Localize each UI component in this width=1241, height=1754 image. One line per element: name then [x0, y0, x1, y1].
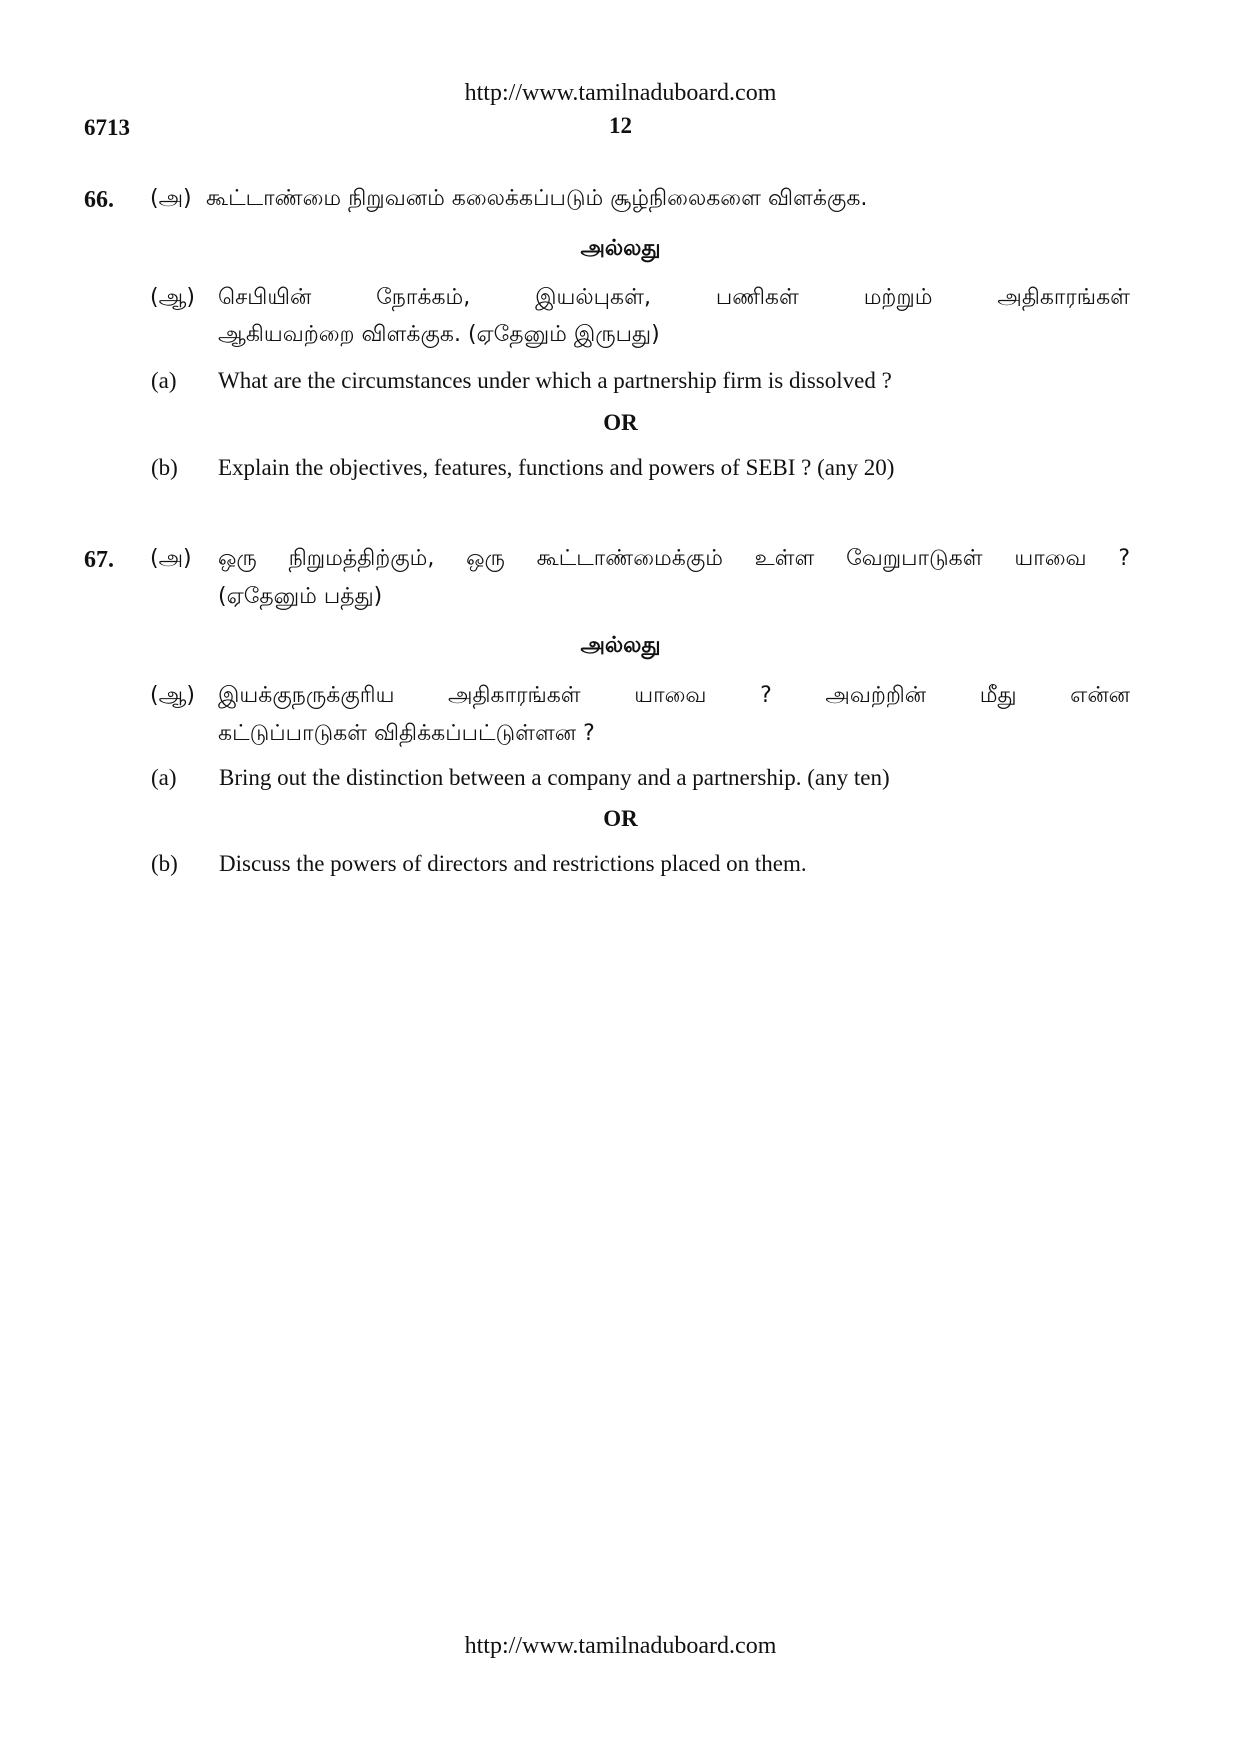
q66-tamil-b-line-2: ஆகியவற்றை விளக்குக. (ஏதேனும் இருபது) [218, 322, 660, 347]
header-url: http://www.tamilnaduboard.com [464, 80, 777, 106]
q67-tamil-b-line-2: கட்டுப்பாடுகள் விதிக்கப்பட்டுள்ளன ? [218, 721, 595, 746]
q66-english-or-separator: OR [603, 410, 638, 435]
q67-english-b-text: Discuss the powers of directors and restrictions placed on them. [219, 851, 807, 876]
question-number-66: 66. [84, 187, 114, 213]
q66-tamil-b-line-1: செபியின் நோக்கம், இயல்புகள், பணிகள் மற்றும் அதிகாரங்கள் [218, 285, 1130, 310]
q66-tamil-a-line-1: கூட்டாண்மை நிறுவனம் கலைக்கப்படும் சூழ்நிலைகளை விளக்குக. [206, 186, 868, 211]
question-number-67: 67. [84, 547, 114, 573]
q67-english-a-label: (a) [151, 765, 177, 790]
q67-tamil-a-line-2: (ஏதேனும் பத்து) [218, 584, 383, 609]
q67-tamil-b-label: (ஆ) [150, 683, 195, 708]
q67-english-a-text: Bring out the distinction between a company and a partnership. (any ten) [219, 765, 890, 790]
q66-english-a-text: What are the circumstances under which a partnership firm is dissolved ? [218, 368, 892, 393]
q67-tamil-a-label: (அ) [150, 546, 192, 571]
q66-english-b-text: Explain the objectives, features, functions and powers of SEBI ? (any 20) [218, 455, 895, 480]
q66-english-b-label: (b) [151, 455, 178, 480]
q67-english-or-separator: OR [603, 806, 638, 831]
q66-tamil-b-label: (ஆ) [150, 285, 195, 310]
q66-tamil-a-label: (அ) [150, 186, 192, 211]
q67-tamil-or-separator: அல்லது [580, 633, 661, 658]
q67-tamil-b-line-1: இயக்குநருக்குரிய அதிகாரங்கள் யாவை ? அவற்றின் மீது என்ன [218, 683, 1130, 708]
q67-english-b-label: (b) [151, 851, 178, 876]
paper-code: 6713 [84, 115, 130, 140]
q67-tamil-a-line-1: ஒரு நிறுமத்திற்கும், ஒரு கூட்டாண்மைக்கும் உள்ள வேறுபாடுகள் யாவை ? [218, 546, 1130, 571]
q66-english-a-label: (a) [151, 368, 177, 393]
q66-tamil-or-separator: அல்லது [580, 236, 661, 261]
footer-url: http://www.tamilnaduboard.com [464, 1633, 777, 1659]
page-number: 12 [609, 113, 632, 138]
